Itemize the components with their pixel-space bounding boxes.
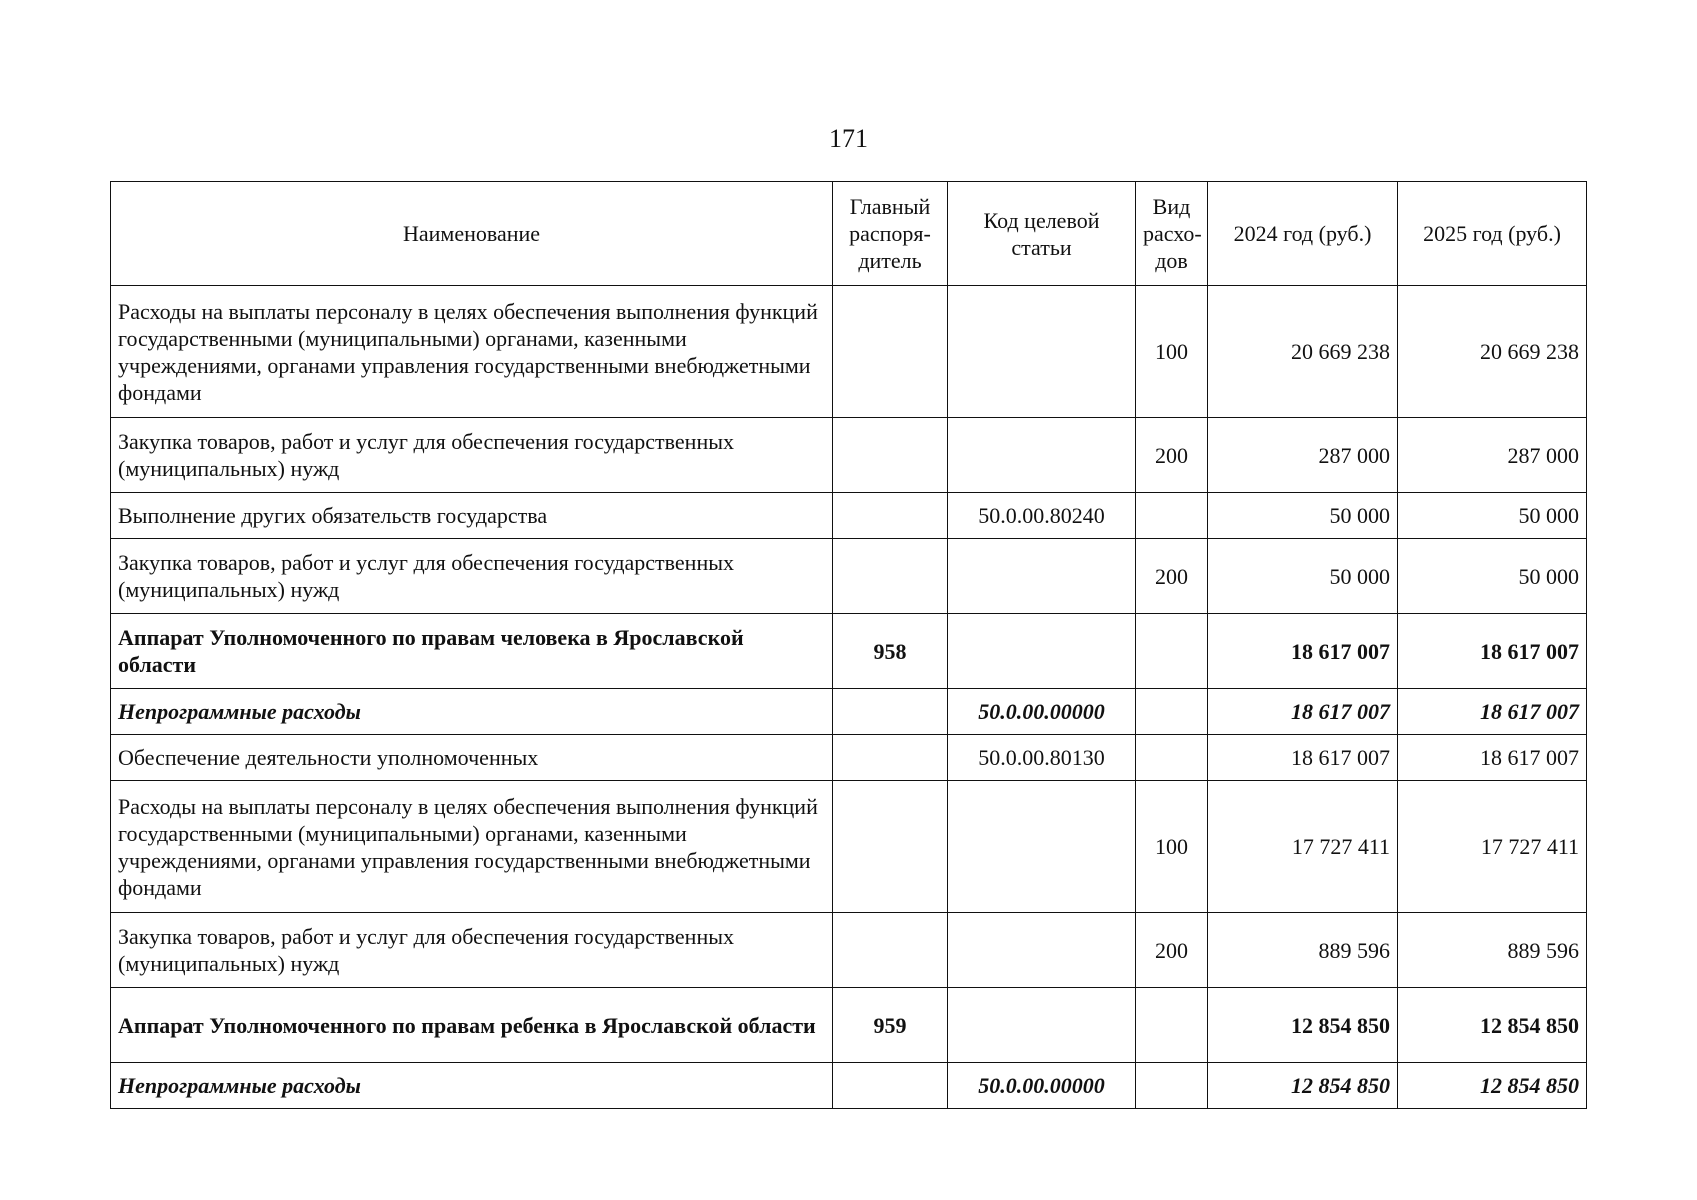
header-name: Наименование — [111, 182, 833, 286]
cell-main-manager — [833, 539, 948, 614]
cell-amount-2024: 50 000 — [1208, 493, 1398, 539]
table-row — [111, 539, 1587, 614]
cell-amount-2024: 12 854 850 — [1208, 988, 1398, 1063]
cell-expense-type — [1136, 689, 1208, 735]
cell-amount-2025: 287 000 — [1398, 418, 1587, 493]
table-row — [111, 689, 1587, 735]
budget-table — [110, 181, 1587, 1109]
header-year-2025: 2025 год (руб.) — [1398, 182, 1587, 286]
cell-target-code — [948, 781, 1136, 913]
cell-expense-type — [1136, 493, 1208, 539]
table-header-row — [111, 182, 1587, 286]
cell-amount-2024: 287 000 — [1208, 418, 1398, 493]
header-main-manager: Главный распоря-дитель — [833, 182, 948, 286]
cell-amount-2024: 18 617 007 — [1208, 689, 1398, 735]
table-row — [111, 286, 1587, 418]
header-year-2024: 2024 год (руб.) — [1208, 182, 1398, 286]
cell-target-code — [948, 286, 1136, 418]
cell-expense-type: 200 — [1136, 913, 1208, 988]
cell-amount-2025: 889 596 — [1398, 913, 1587, 988]
cell-main-manager: 958 — [833, 614, 948, 689]
cell-target-code — [948, 913, 1136, 988]
table-row — [111, 913, 1587, 988]
cell-amount-2025: 18 617 007 — [1398, 735, 1587, 781]
cell-name: Непрограммные расходы — [111, 689, 833, 735]
cell-expense-type: 200 — [1136, 539, 1208, 614]
cell-main-manager — [833, 735, 948, 781]
cell-name: Закупка товаров, работ и услуг для обеспечения государственных (муниципальных) нужд — [111, 913, 833, 988]
cell-name: Аппарат Уполномоченного по правам ребенка в Ярославской области — [111, 988, 833, 1063]
cell-main-manager — [833, 689, 948, 735]
cell-amount-2025: 50 000 — [1398, 493, 1587, 539]
cell-name: Закупка товаров, работ и услуг для обеспечения государственных (муниципальных) нужд — [111, 418, 833, 493]
cell-amount-2024: 889 596 — [1208, 913, 1398, 988]
table-row — [111, 418, 1587, 493]
cell-expense-type: 100 — [1136, 286, 1208, 418]
cell-expense-type — [1136, 988, 1208, 1063]
cell-main-manager — [833, 493, 948, 539]
cell-amount-2025: 12 854 850 — [1398, 988, 1587, 1063]
cell-expense-type — [1136, 1063, 1208, 1109]
cell-target-code — [948, 988, 1136, 1063]
cell-amount-2024: 20 669 238 — [1208, 286, 1398, 418]
cell-name: Обеспечение деятельности уполномоченных — [111, 735, 833, 781]
cell-amount-2024: 18 617 007 — [1208, 614, 1398, 689]
cell-main-manager — [833, 418, 948, 493]
table-row — [111, 1063, 1587, 1109]
table-row — [111, 735, 1587, 781]
table-row — [111, 614, 1587, 689]
cell-amount-2025: 50 000 — [1398, 539, 1587, 614]
cell-amount-2024: 17 727 411 — [1208, 781, 1398, 913]
cell-amount-2025: 17 727 411 — [1398, 781, 1587, 913]
cell-amount-2024: 12 854 850 — [1208, 1063, 1398, 1109]
cell-name: Закупка товаров, работ и услуг для обеспечения государственных (муниципальных) нужд — [111, 539, 833, 614]
cell-target-code: 50.0.00.00000 — [948, 1063, 1136, 1109]
cell-target-code — [948, 418, 1136, 493]
cell-amount-2024: 50 000 — [1208, 539, 1398, 614]
cell-amount-2025: 18 617 007 — [1398, 689, 1587, 735]
table-row — [111, 781, 1587, 913]
cell-amount-2024: 18 617 007 — [1208, 735, 1398, 781]
cell-amount-2025: 18 617 007 — [1398, 614, 1587, 689]
cell-main-manager: 959 — [833, 988, 948, 1063]
cell-target-code: 50.0.00.00000 — [948, 689, 1136, 735]
cell-amount-2025: 12 854 850 — [1398, 1063, 1587, 1109]
cell-name: Непрограммные расходы — [111, 1063, 833, 1109]
header-target-code: Код целевой статьи — [948, 182, 1136, 286]
cell-target-code: 50.0.00.80130 — [948, 735, 1136, 781]
cell-expense-type — [1136, 735, 1208, 781]
cell-name: Аппарат Уполномоченного по правам человека в Ярославской области — [111, 614, 833, 689]
cell-target-code — [948, 539, 1136, 614]
cell-target-code — [948, 614, 1136, 689]
cell-amount-2025: 20 669 238 — [1398, 286, 1587, 418]
cell-target-code: 50.0.00.80240 — [948, 493, 1136, 539]
cell-name: Выполнение других обязательств государства — [111, 493, 833, 539]
cell-main-manager — [833, 1063, 948, 1109]
cell-main-manager — [833, 286, 948, 418]
cell-main-manager — [833, 781, 948, 913]
page-number: 171 — [829, 124, 868, 153]
cell-name: Расходы на выплаты персоналу в целях обеспечения выполнения функций государственными (муниципальными) органами, казенными учреждениями, органами управления государственными внебюджетными фондами — [111, 781, 833, 913]
cell-name: Расходы на выплаты персоналу в целях обеспечения выполнения функций государственными (муниципальными) органами, казенными учреждениями, органами управления государственными внебюджетными фондами — [111, 286, 833, 418]
table-row — [111, 988, 1587, 1063]
cell-expense-type: 200 — [1136, 418, 1208, 493]
header-expense-type: Вид расхо-дов — [1136, 182, 1208, 286]
cell-expense-type: 100 — [1136, 781, 1208, 913]
table-row — [111, 493, 1587, 539]
cell-main-manager — [833, 913, 948, 988]
table-body — [111, 286, 1587, 1109]
cell-expense-type — [1136, 614, 1208, 689]
